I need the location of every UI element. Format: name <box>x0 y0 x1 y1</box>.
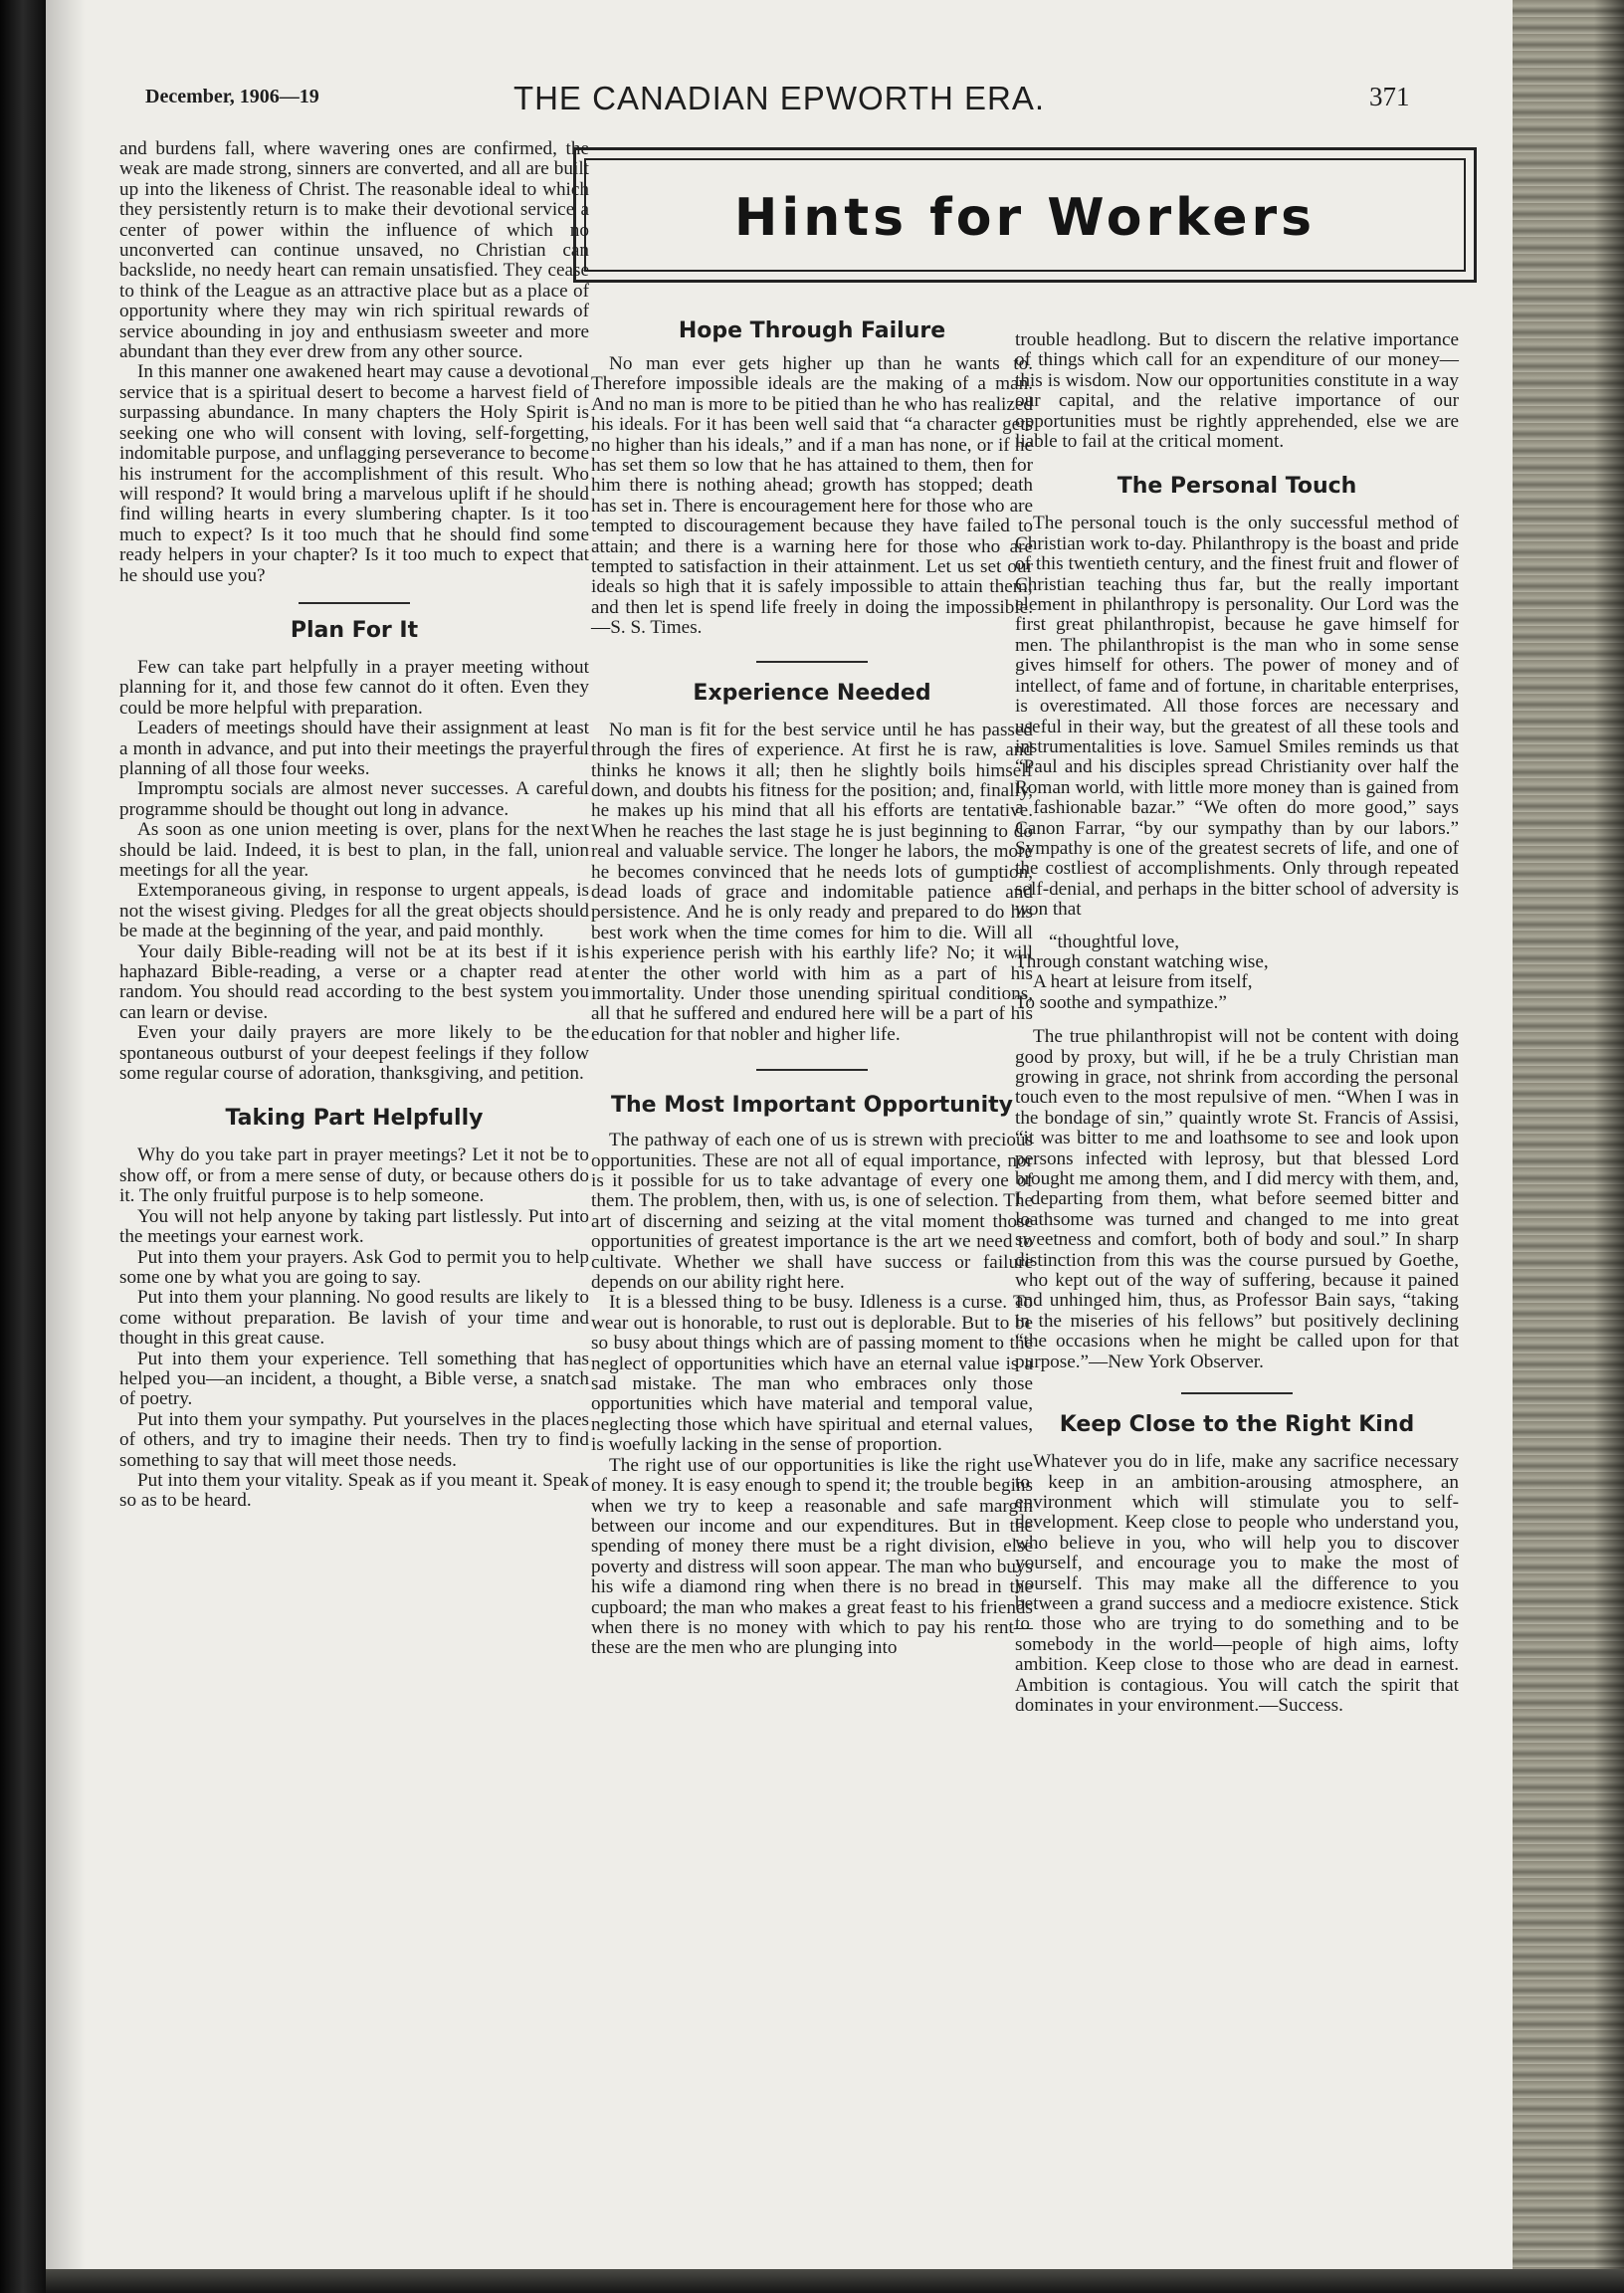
paragraph: No man ever gets higher up than he wants to. Therefore impossible ideals are the making of a man. And no man is more to be pitied than he who has realized his ideals. For it has been well said that “a character gets no higher than his ideals,” and if a man has none, or if he has set them so low that he has attained to them, then for him there is nothing ahead; growth has stopped; death has set in. There is encouragement here for those who are tempted to discouragement because they have failed to attain; and there is a warning here for those who are tempted to satisfaction in their attainment. Let us set our ideals so high that it is safely impossible to attain them; and then let is spend life freely in doing the impossible.—S. S. Times. <box>591 353 1033 639</box>
book-spine-edge <box>0 0 46 2293</box>
paragraph: The pathway of each one of us is strewn with precious opportunities. These are not all of equal importance, nor is it possible for us to take advantage of every one of them. The problem, then, with us, is one of selection. The art of discerning and seizing at the vital moment those opportunities of greatest importance is the art we need to cultivate. Whether we shall have success or failure depends on our ability right here. <box>591 1130 1033 1294</box>
column-left <box>119 139 589 1512</box>
paragraph: Whatever you do in life, make any sacrifice necessary to keep in an ambition-arousing atmosphere, an environment which will stimulate you to self-development. Keep close to people who understand you, who believe in you, who will help you to discover yourself, and encourage you to make the most of yourself. This may make all the difference to you between a grand success and a mediocre existence. Stick to those who are trying to do something and to be somebody in the world—people of high aims, lofty ambition. Keep close to those who are dead in earnest. Ambition is contagious. You will catch the spirit that dominates in your environment.—Success. <box>1015 1451 1459 1716</box>
paragraph: Leaders of meetings should have their assignment at least a month in advance, and put into their meetings the prayerful planning of all those four weeks. <box>119 718 589 779</box>
paragraph: You will not help anyone by taking part listlessly. Put into the meetings your earnest work. <box>119 1205 589 1248</box>
article-heading: Hope Through Failure <box>678 318 946 343</box>
section-banner-inner-frame <box>584 158 1466 272</box>
paragraph: In this manner one awakened heart may cause a devotional service that is a spiritual desert to become a harvest field of surpassing abundance. In many chapters the Holy Spirit is seeking one who will consent with loving, self-forgetting, indomitable purpose, and unflagging perseverance to become his instrument for the accomplishment of this result. Who will respond? It would bring a marvelous uplift if he should find willing hearts in every slumbering chapter. Is it too much to expect? Is it too much that he should find some ready helpers in your chapter? Is it too much to expect that he should use you? <box>119 361 589 586</box>
article-heading: Keep Close to the Right Kind <box>1059 1412 1415 1438</box>
paragraph: Put into them your prayers. Ask God to permit you to help some one by what you are going to say. <box>119 1246 589 1288</box>
paragraph: Impromptu socials are almost never successes. A careful programme should be thought out long in advance. <box>119 778 589 820</box>
poem-line: Through constant watching wise, <box>1015 950 1269 972</box>
paragraph: and burdens fall, where wavering ones are confirmed, the weak are made strong, sinners are converted, and all are built up into the likeness of Christ. The reasonable ideal to which they persistently return is to make their devotional service a center of power within the influence of which no unconverted can continue unsaved, no Christian can backslide, no needy heart can remain unsatisfied. They cease to think of the League as an attractive place but as a place of opportunity where they may win rich spiritual rewards of service abounding in joy and enthusiasm sweeter and more abundant than they ever drew from any other source. <box>119 138 589 363</box>
poem-line: “thoughtful love, <box>1049 931 1180 952</box>
paragraph: The true philanthropist will not be content with doing good by proxy, but will, if he be a truly Christian man growing in grace, not shrink from according the personal touch even to the most repulsive of men. “When I was in the bondage of sin,” quaintly wrote St. Francis of Assisi, “it was bitter to me and loathsome to see and look upon persons infected with leprosy, but that blessed Lord brought me among them, and I did mercy with them, and, I departing from them, what before seemed bitter and loathsome was turned and changed to me into great sweetness and comfort, both of body and soul.” In sharp distinction from this was the course pursued by Goethe, who kept out of the way of suffering, because it pained and unhinged him, thus, as Professor Bain says, “taking in the miseries of his fellows” but positively declining “the occasions when he might be called upon for that purpose.”—New York Observer. <box>1015 1026 1459 1372</box>
magazine-page <box>46 0 1513 2269</box>
paragraph: It is a blessed thing to be busy. Idleness is a curse. To wear out is honorable, to rust out is deplorable. But to be so busy about things which are of passing moment to the neglect of opportunities which have an eternal value is a sad mistake. The man who embraces only those opportunities which have material and temporal value, neglecting those which have spiritual and eternal values, is woefully lacking in the sense of proportion. <box>591 1292 1033 1456</box>
paragraph: Even your daily prayers are more likely to be the spontaneous outburst of your deepest feelings if they follow some regular course of adoration, thanksgiving, and petition. <box>119 1022 589 1085</box>
paragraph: As soon as one union meeting is over, plans for the next should be laid. Indeed, it is best to plan, in the fall, union meetings for all the year. <box>119 819 589 881</box>
paragraph: No man is fit for the best service until he has passed through the fires of experience. At first he is raw, and thinks he knows it all; then he slightly boils himself down, and doubts his fitness for the position; and, finally, he makes up his mind that all his efforts are tentative. When he reaches the last stage he is just beginning to do real and valuable service. The longer he labors, the more he becomes convinced that he needs lots of gumption, dead loads of grace and indomitable patience and persistence. And he is only ready and prepared to do his best work when the time comes for him to die. Will all his experience perish with his earthly life? No; it will enter the other world with him as a part of his immortality. Under those unending spiritual conditions, all that he suffered and endured here will be a part of his education for that nobler and higher life. <box>591 719 1033 1045</box>
paragraph: Put into them your planning. No good results are likely to come without preparation. Be lavish of your time and thought in this great cause. <box>119 1287 589 1350</box>
article-heading: The Most Important Opportunity <box>611 1093 1013 1119</box>
paragraph: Put into them your sympathy. Put yourselves in the places of others, and try to imagine their needs. Then try to find something to say that will meet those needs. <box>119 1408 589 1471</box>
paragraph: Why do you take part in prayer meetings? Let it not be to show off, or from a mere sense of duty, or because others do it. The only fruitful purpose is to help someone. <box>119 1145 589 1207</box>
column-middle <box>591 318 1033 1659</box>
paragraph: Put into them your vitality. Speak as if you meant it. Speak so as to be heard. <box>119 1469 589 1512</box>
paragraph: Few can take part helpfully in a prayer meeting without planning for it, and those few cannot do it often. Even they could be more helpful with preparation. <box>119 656 589 719</box>
poem-line: A heart at leisure from itself, <box>1033 971 1253 993</box>
journal-title: THE CANADIAN EPWORTH ERA. <box>512 80 1046 116</box>
page-gutter-shadow <box>46 0 86 2269</box>
article-heading: Plan For It <box>290 617 419 643</box>
article-heading: Experience Needed <box>693 680 931 706</box>
paragraph: Extemporaneous giving, in response to urgent appeals, is not the wisest giving. Pledges for all the great objects should be made at the beginning of the year, and paid monthly. <box>119 880 589 942</box>
book-fore-edge <box>1513 0 1624 2293</box>
article-heading: The Personal Touch <box>1116 474 1357 500</box>
page-number: 371 <box>1369 82 1410 111</box>
issue-date: December, 1906—19 <box>145 86 319 107</box>
column-right <box>1015 330 1459 1716</box>
section-banner-title: Hints for Workers <box>733 188 1317 248</box>
poem-line: To soothe and sympathize.” <box>1015 991 1227 1013</box>
paragraph: Your daily Bible-reading will not be at its best if it is haphazard Bible-reading, a verse or a chapter read at random. You should read according to the best system you can learn or devise. <box>119 940 589 1023</box>
paragraph: The personal touch is the only successful method of Christian work to-day. Philanthropy is the boast and pride of this twentieth century, and the finest fruit and flower of Christian teaching thus far, but the really important element in philanthropy is personality. Our Lord was the first great philanthropist, because he gave himself for men. The philanthropist is the man who in some sense gives himself for others. The power of money and of intellect, of fame and of fortune, in charitable enterprises, is overestimated. All those forces are necessary and useful in their way, but the greatest of all these tools and instrumentalities is love. Samuel Smiles reminds us that “Paul and his disciples spread Christianity over half the Roman world, with little more money than is gained from a fashionable bazar.” “We often do more good,” says Canon Farrar, “by our sympathy than by our labors.” Sympathy is one of the greatest secrets of life, and one of the costliest of accomplishments. Only through repeated self-denial, and perhaps in the bitter school of adversity is won that <box>1015 513 1459 921</box>
paragraph: The right use of our opportunities is like the right use of money. It is easy enough to spend it; the trouble begins when we try to keep a reasonable and safe margin between our income and our expenditures. But in the spending of money there must be a right division, else poverty and distress will soon appear. The man who buys his wife a diamond ring when there is no bread in the cupboard; the man who makes a great feast to his friends when there is no money with which to pay his rent—these are the men who are plunging into <box>591 1454 1033 1659</box>
running-head <box>46 80 1513 119</box>
paragraph: trouble headlong. But to discern the relative importance of things which call for an expenditure of our money—this is wisdom. Now our opportunities constitute in a way our capital, and the relative importance of our opportunities must be rightly apprehended, else we are liable to fail at the critical moment. <box>1015 329 1459 453</box>
section-banner <box>573 147 1477 283</box>
paragraph: Put into them your experience. Tell something that has helped you—an incident, a thought, a Bible verse, a snatch of poetry. <box>119 1348 589 1410</box>
article-heading: Taking Part Helpfully <box>225 1106 484 1132</box>
book-bottom-edge <box>46 2269 1624 2293</box>
